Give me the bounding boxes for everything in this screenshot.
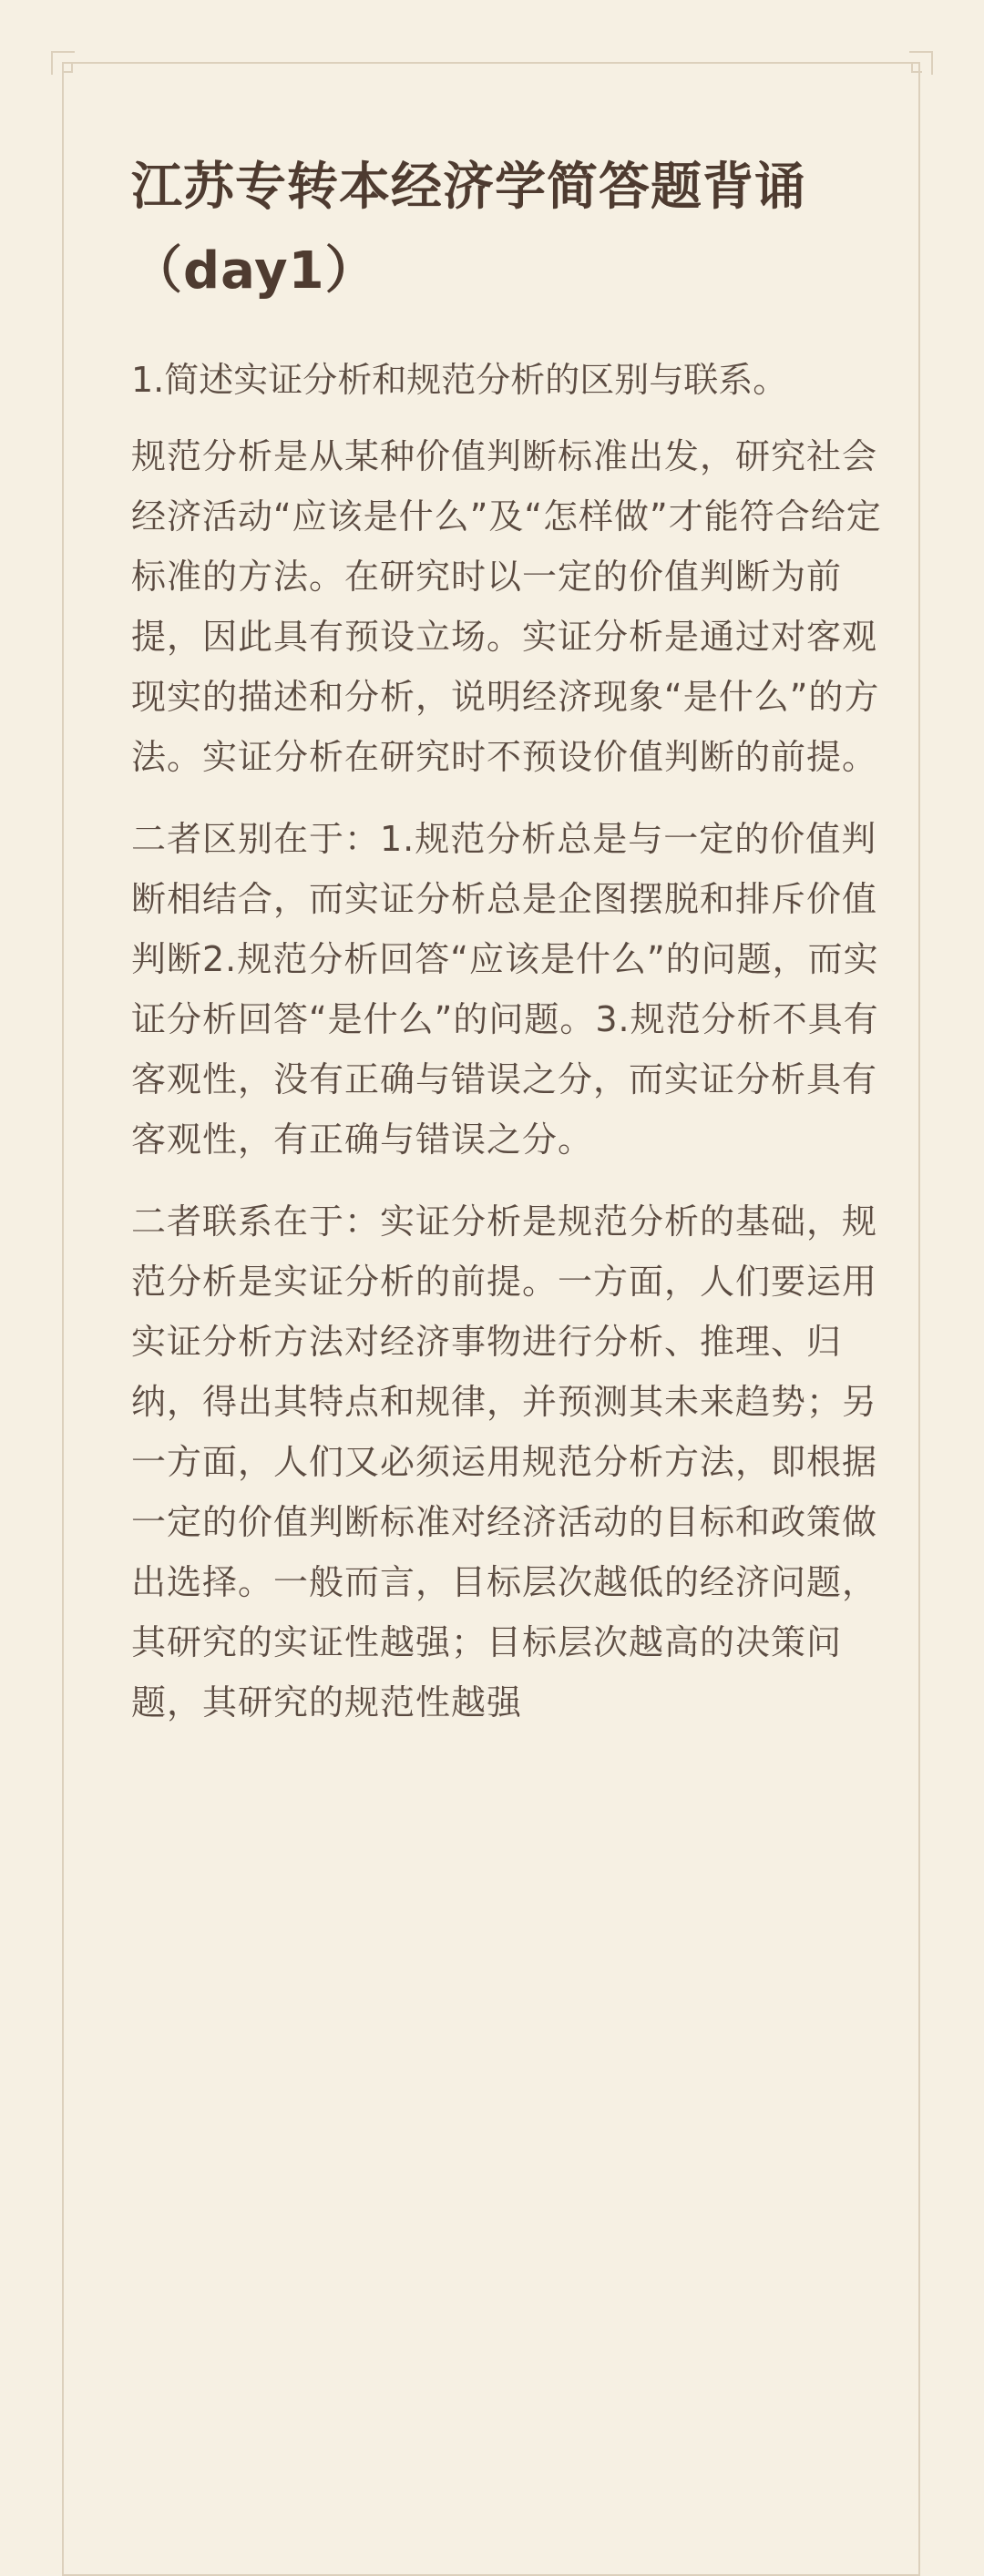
answer-paragraph-differences: 二者区别在于：1.规范分析总是与一定的价值判断相结合，而实证分析总是企图摆脱和排斥价值判断2.规范分析回答“应该是什么”的问题，而实证分析回答“是什么”的问题。3.规范分析不具有客观性，没有正确与错误之分，而实证分析具有客观性，有正确与错误之分。 xyxy=(131,819,879,1160)
question-text: 1.简述实证分析和规范分析的区别与联系。 xyxy=(131,360,788,400)
corner-notch-top-left xyxy=(62,62,73,73)
answer-paragraph-normative-positive: 规范分析是从某种价值判断标准出发，研究社会经济活动“应该是什么”及“怎样做”才能符合给定标准的方法。在研究时以一定的价值判断为前提，因此具有预设立场。实证分析是通过对客观现实的描述和分析，说明经济现象“是什么”的方法。实证分析在研究时不预设价值判断的前提。 xyxy=(131,436,882,777)
article-title: 江苏专转本经济学简答题背诵（day1） xyxy=(131,158,806,301)
article-content xyxy=(131,146,897,1733)
answer-paragraph-connections: 二者联系在于：实证分析是规范分析的基础，规范分析是实证分析的前提。一方面，人们要运用实证分析方法对经济事物进行分析、推理、归纳，得出其特点和规律，并预测其未来趋势；另一方面，人们又必须运用规范分析方法，即根据一定的价值判断标准对经济活动的目标和政策做出选择。一般而言，目标层次越低的经济问题，其研究的实证性越强；目标层次越高的决策问题，其研究的规范性越强 xyxy=(131,1201,878,1722)
corner-notch-top-right xyxy=(911,62,922,73)
